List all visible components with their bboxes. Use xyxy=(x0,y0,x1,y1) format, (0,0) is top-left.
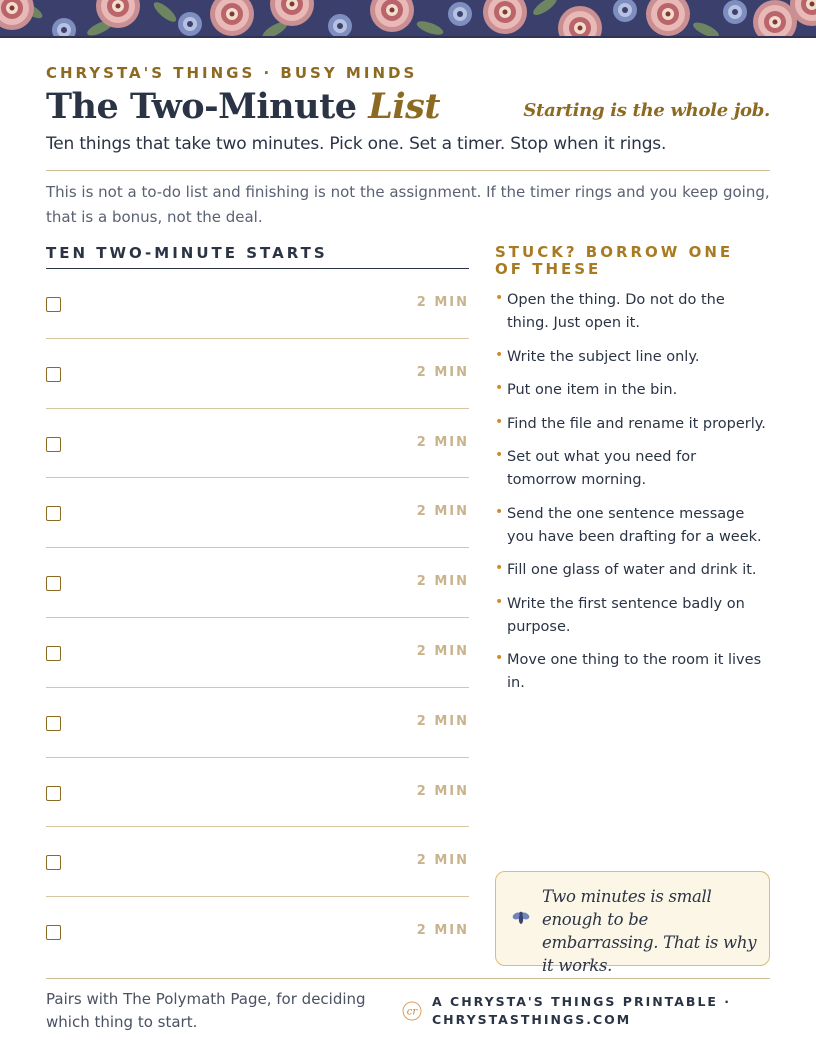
time-label: 2 MIN xyxy=(416,364,469,380)
suggestion-text: Put one item in the bin. xyxy=(507,382,678,398)
suggestion-text: Fill one glass of water and drink it. xyxy=(507,562,757,578)
monogram-logo-icon xyxy=(402,1001,422,1021)
intro-text: This is not a to-do list and finishing is not the assignment. If the timer rings and you keep going, that is a bonus, not the deal. xyxy=(46,183,770,226)
time-label: 2 MIN xyxy=(416,504,469,520)
suggestion-item xyxy=(495,379,770,402)
bee-icon xyxy=(512,910,530,926)
bullet-icon: • xyxy=(495,593,504,610)
list-item xyxy=(46,409,469,479)
list-item xyxy=(46,897,469,967)
task-checkbox[interactable] xyxy=(46,367,61,382)
page-title xyxy=(46,86,440,127)
brand-eyebrow: CHRYSTA'S THINGS · BUSY MINDS xyxy=(46,64,418,82)
task-checkbox[interactable] xyxy=(46,786,61,801)
task-checkbox[interactable] xyxy=(46,855,61,870)
time-label: 2 MIN xyxy=(416,643,469,659)
suggestions-heading: STUCK? BORROW ONE OF THESE xyxy=(495,243,734,278)
bullet-icon: • xyxy=(495,650,504,666)
suggestion-item xyxy=(495,446,770,492)
list-item xyxy=(46,339,469,409)
floral-pattern-icon xyxy=(0,0,816,38)
list-item xyxy=(46,758,469,828)
time-label: 2 MIN xyxy=(416,923,469,939)
logo-initials: cr xyxy=(406,1006,418,1018)
list-item xyxy=(46,688,469,758)
list-heading: TEN TWO-MINUTE STARTS xyxy=(46,244,469,269)
bullet-icon: • xyxy=(495,447,504,463)
task-checkbox[interactable] xyxy=(46,506,61,521)
suggestion-text: Write the first sentence badly on purpose. xyxy=(507,595,745,635)
suggestion-item xyxy=(495,503,770,549)
list-item xyxy=(46,827,469,897)
task-list xyxy=(46,269,469,967)
task-checkbox[interactable] xyxy=(46,925,61,940)
time-label: 2 MIN xyxy=(416,783,469,799)
suggestion-item xyxy=(495,346,770,369)
footer-credit xyxy=(432,993,731,1029)
bullet-icon: • xyxy=(495,290,504,306)
footer-credit-url[interactable]: CHRYSTASTHINGS.COM xyxy=(432,1012,632,1027)
suggestion-text: Open the thing. Do not do the thing. Just open it. xyxy=(507,292,725,331)
suggestion-text: Write the subject line only. xyxy=(507,348,700,365)
suggestion-item xyxy=(495,289,770,335)
bullet-icon: • xyxy=(495,413,504,430)
suggestion-item xyxy=(495,413,770,436)
suggestions-list xyxy=(495,289,770,706)
title-accent: List xyxy=(368,86,440,127)
bullet-icon: • xyxy=(495,503,504,520)
floral-banner xyxy=(0,0,816,38)
task-checkbox[interactable] xyxy=(46,716,61,731)
subtitle: Ten things that take two minutes. Pick one. Set a timer. Stop when it rings. xyxy=(46,134,667,154)
suggestion-item xyxy=(495,649,770,695)
list-item xyxy=(46,548,469,618)
task-checkbox[interactable] xyxy=(46,437,61,452)
suggestion-item xyxy=(495,593,770,639)
bullet-icon: • xyxy=(495,560,504,576)
time-label: 2 MIN xyxy=(416,574,469,590)
suggestion-text: Send the one sentence message you have been drafting for a week. xyxy=(507,505,762,545)
list-item xyxy=(46,618,469,688)
suggestion-text: Find the file and rename it properly. xyxy=(507,415,766,432)
task-checkbox[interactable] xyxy=(46,297,61,312)
bullet-icon: • xyxy=(495,346,504,363)
footer-note: Pairs with The Polymath Page, for deciding which thing to start. xyxy=(46,990,366,1031)
title-main: The Two-Minute xyxy=(46,86,369,127)
suggestion-text: Set out what you need for tomorrow morning. xyxy=(507,449,697,488)
time-label: 2 MIN xyxy=(416,295,469,310)
suggestion-item xyxy=(495,559,770,582)
time-label: 2 MIN xyxy=(416,434,469,450)
footer-divider xyxy=(46,978,770,979)
task-checkbox[interactable] xyxy=(46,576,61,591)
quote-box xyxy=(495,871,770,975)
list-item xyxy=(46,478,469,548)
header-divider xyxy=(46,170,770,171)
list-item xyxy=(46,269,469,339)
time-label: 2 MIN xyxy=(416,713,469,729)
footer-credit-line1: A CHRYSTA'S THINGS PRINTABLE · xyxy=(432,994,732,1009)
quote-text: Two minutes is small enough to be embarrassing. That is why it works. xyxy=(542,887,757,975)
bullet-icon: • xyxy=(495,380,504,396)
task-checkbox[interactable] xyxy=(46,646,61,661)
tagline: Starting is the whole job. xyxy=(523,100,770,121)
suggestion-text: Move one thing to the room it lives in. xyxy=(507,652,762,691)
time-label: 2 MIN xyxy=(416,853,469,869)
